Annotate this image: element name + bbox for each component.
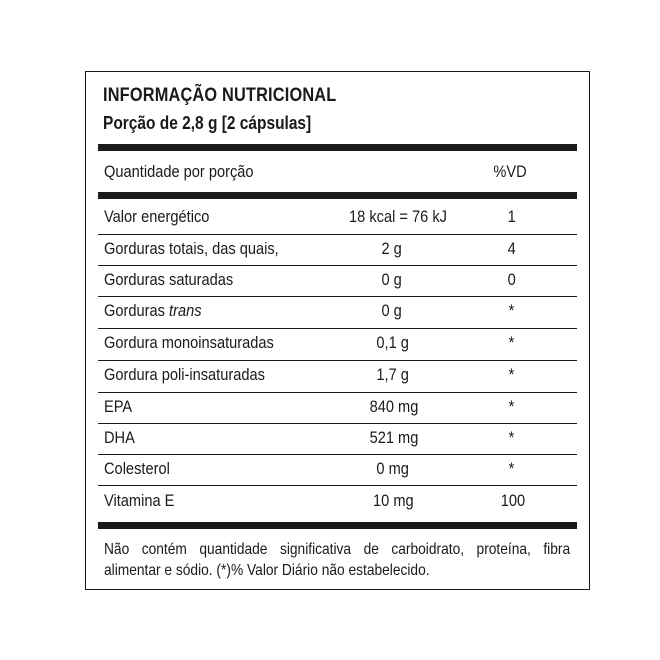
divider-thick-top [98, 144, 577, 151]
row-divider [98, 265, 577, 266]
row-divider [98, 423, 577, 424]
row-label-poli-insaturadas: Gordura poli-insaturadas [104, 365, 265, 384]
row-vd-gorduras-totais: 4 [507, 239, 516, 258]
row-label-colesterol: Colesterol [104, 459, 170, 478]
row-divider [98, 360, 577, 361]
row-divider [98, 328, 577, 329]
divider-thick-header [98, 192, 577, 199]
row-label-monoinsaturadas: Gordura monoinsaturadas [104, 333, 274, 352]
row-vd-gorduras-trans: * [508, 301, 515, 320]
row-label-epa: EPA [104, 397, 133, 416]
divider-thick-bottom [98, 522, 577, 529]
row-vd-gorduras-saturadas: 0 [507, 270, 516, 289]
row-amount-dha: 521 mg [369, 428, 419, 447]
header-quantity-label: Quantidade por porção [104, 162, 254, 181]
header-vd-label: %VD [493, 162, 527, 181]
row-amount-colesterol: 0 mg [376, 459, 409, 478]
row-label-gorduras-totais: Gorduras totais, das quais, [104, 239, 279, 258]
row-divider [98, 454, 577, 455]
row-vd-valor-energetico: 1 [507, 207, 516, 226]
serving-size: Porção de 2,8 g [2 cápsulas] [103, 113, 312, 133]
nutrition-title: INFORMAÇÃO NUTRICIONAL [103, 85, 337, 106]
row-vd-monoinsaturadas: * [508, 333, 515, 352]
row-label-valor-energetico: Valor energético [104, 207, 210, 226]
row-vd-colesterol: * [508, 459, 515, 478]
row-vd-dha: * [508, 428, 515, 447]
row-divider [98, 485, 577, 486]
row-label-vitamina-e: Vitamina E [104, 491, 175, 510]
row-divider [98, 296, 577, 297]
row-amount-gorduras-totais: 2 g [381, 239, 402, 258]
row-amount-gorduras-saturadas: 0 g [381, 270, 402, 289]
row-vd-epa: * [508, 397, 515, 416]
row-label-gorduras-trans: Gorduras trans [104, 301, 202, 320]
footnote [104, 539, 570, 581]
row-amount-poli-insaturadas: 1,7 g [376, 365, 409, 384]
row-vd-vitamina-e: 100 [500, 491, 526, 510]
row-amount-epa: 840 mg [369, 397, 419, 416]
row-vd-poli-insaturadas: * [508, 365, 515, 384]
row-amount-monoinsaturadas: 0,1 g [376, 333, 409, 352]
footnote-line-1: Não contém quantidade significativa de carboidrato, proteína, fibra [104, 541, 571, 558]
row-label-gorduras-saturadas: Gorduras saturadas [104, 270, 234, 289]
row-amount-vitamina-e: 10 mg [372, 491, 414, 510]
row-divider [98, 234, 577, 235]
row-amount-gorduras-trans: 0 g [381, 301, 402, 320]
footnote-line-2: alimentar e sódio. (*)% Valor Diário não estabelecido. [104, 562, 430, 579]
row-amount-valor-energetico: 18 kcal = 76 kJ [349, 207, 447, 226]
row-divider [98, 392, 577, 393]
row-label-dha: DHA [104, 428, 135, 447]
